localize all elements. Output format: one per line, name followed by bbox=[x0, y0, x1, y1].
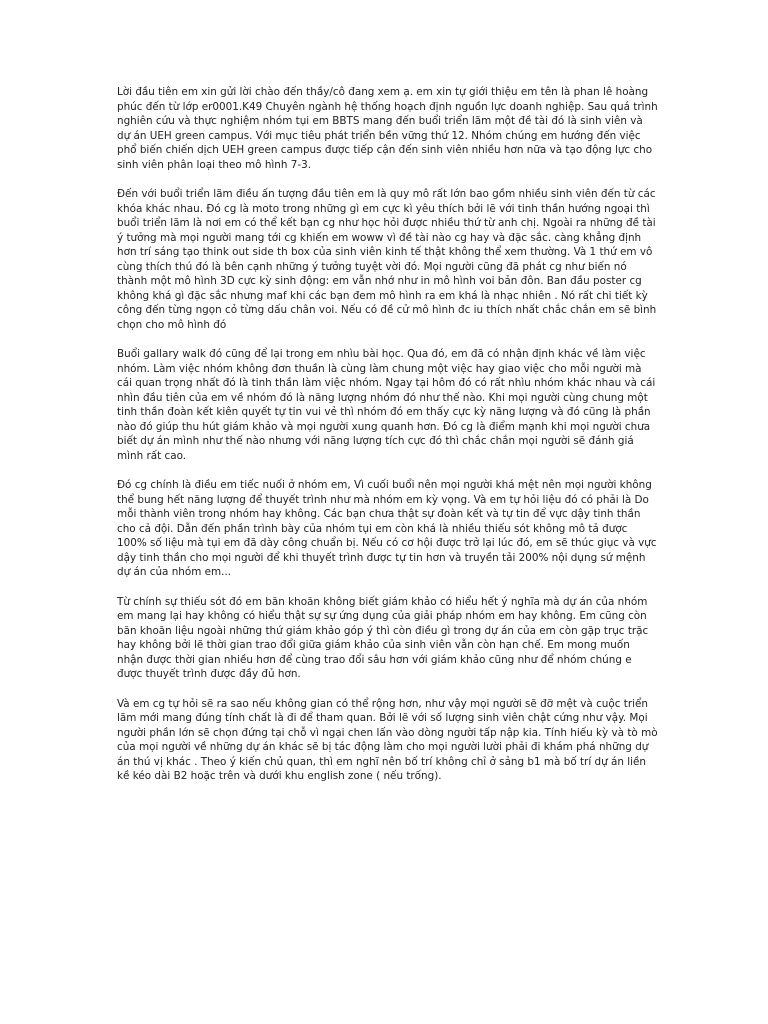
paragraph-judges-concern: Từ chính sự thiếu sót đó em băn khoăn không biết giám khảo có hiểu hết ý nghĩa mà dự án của nhóm em mang lại hay không có hiểu thật sự sự ứng dụng của giải pháp nhóm em hay không. Em cũng còn băn khoăn liệu ngoài những thứ giám khảo góp ý thì còn điều gì trong dự án của em còn gặp trục trặc hay không bởi lẽ thời gian trao đổi giữa giám khảo của sinh viên vẫn còn hạn chế. Em mong muốn nhận được thời gian nhiều hơn để cùng trao đổi sâu hơn với giám khảo cũng như để nhóm chúng e được thuyết trình được đầy đủ hơn. bbox=[117, 595, 649, 680]
paragraph-exhibition-impression: Đến với buổi triển lãm điều ấn tượng đầu tiên em là quy mô rất lớn bao gồm nhiều sinh viên đến từ các khóa khác nhau. Đó cg là moto trong những gì em cực kì yêu thích bởi lẽ với tinh thần hướng ngoại thì buổi triển lãm là nơi em có thể kết bạn cg như học hỏi được nhiều thứ từ anh chị. Ngoài ra những đề tài ý tưởng mà mọi người mang tới cg khiến em woww vì đề tài nào cg hay và đặc sắc. càng khẳng định hơn trí sáng tạo think out side th box của sinh viên kinh tế thật không thể xem thường. Và 1 thứ em vô cùng thích thú đó là bên cạnh những ý tưởng tuyệt vời đó. Mọi người cũng đã phát cg như biến nó thành một mô hình 3D cực kỳ sinh động: em vẫn nhớ như in mô hình voi bản đôn. Ban đầu poster cg không khá gì đặc sắc nhưng maf khi các bạn đem mô hình ra em khá là nhạc nhiên . Nó rất chi tiết kỳ công đến từng ngọn cỏ từng dấu chân voi. Nếu có đề cử mô hình đc iu thích nhất chắc chắn em sẽ bình chọn cho mô hình đó bbox=[117, 188, 657, 331]
document-body bbox=[117, 85, 659, 799]
paragraph-teamwork-lesson: Buổi gallary walk đó cũng để lại trong em nhìu bài học. Qua đó, em đã có nhận định khác về làm việc nhóm. Làm việc nhóm không đơn thuần là cùng làm chung một việc hay giao việc cho mỗi người mà cái quan trọng nhất đó là tinh thần làm việc nhóm. Ngay tại hôm đó có rất nhìu nhóm khác nhau và cái nhìn đầu tiên của em về nhóm đó là năng lượng nhóm đó như thế nào. Khi mọi người cùng chung một tinh thần đoàn kết kiên quyết tự tin vui vẻ thì nhóm đó em thấy cực kỳ năng lượng và đó cũng là phần nào đó giúp thu hút giám khảo và mọi người xung quanh hơn. Đó cg là điểm mạnh khi mọi người chưa biết dự án mình như thế nào nhưng với năng lượng tích cực đó thì chắc chắn mọi người sẽ đánh giá mình rất cao. bbox=[117, 348, 656, 462]
paragraph-space-suggestion: Và em cg tự hỏi sẽ ra sao nếu không gian có thể rộng hơn, như vậy mọi người sẽ đỡ mệt và cuộc triển lãm mới mang đúng tính chất là đi để tham quan. Bởi lẽ với số lượng sinh viên chật cứng như vậy. Mọi người phần lớn sẽ chọn đứng tại chỗ vì ngại chen lấn vào dòng người tấp nập kia. Tính hiếu kỳ và tò mò của mọi người về những dự án khác sẽ bị tác động làm cho mọi người lười phải đi khám phá những dự án thú vị khác . Theo ý kiến chủ quan, thì em nghĩ nên bố trí không chỉ ở sảng b1 mà bố trí dự án liền kề kéo dài B2 hoặc trên và dưới khu english zone ( nếu trống). bbox=[117, 697, 658, 782]
paragraph-intro: Lời đầu tiên em xin gửi lời chào đến thầy/cô đang xem ạ. em xin tự giới thiệu em tên là phan lê hoàng phúc đến từ lớp er0001.K49 Chuyên ngành hệ thống hoạch định nguồn lực doanh nghiệp. Sau quá trình nghiên cứu và thực nghiệm nhóm tụi em BBTS mang đến buổi triển lãm một đề tài đó là sinh viên và dự án UEH green campus. Với mục tiêu phát triển bền vững thứ 12. Nhóm chúng em hướng đến việc phổ biến chiến dịch UEH green campus được tiếp cận đến sinh viên nhiều hơn nữa và tạo động lực cho sinh viên phân loại theo mô hình 7-3. bbox=[117, 86, 658, 171]
paragraph-regret: Đó cg chính là điều em tiếc nuối ở nhóm em, Vì cuối buổi nên mọi người khá mệt nên mọi người không thể bung hết năng lượng để thuyết trình như mà nhóm em kỳ vọng. Và em tự hỏi liệu đó có phải là Do mỗi thành viên trong nhóm hay không. Các bạn chưa thật sự đoàn kết và tự tin để vực dậy tinh thần cho cả đội. Dẫn đến phần trình bày của nhóm tụi em còn khá là nhiều thiếu sót không mô tả được 100% số liệu mà tụi em đã dày công chuẩn bị. Nếu có cơ hội được trở lại lúc đó, em sẽ thúc giục và vực dậy tinh thần cho mọi người để khi thuyết trình được tự tin hơn và truyền tải 200% nội dụng sứ mệnh dự án của nhóm em... bbox=[117, 479, 657, 578]
